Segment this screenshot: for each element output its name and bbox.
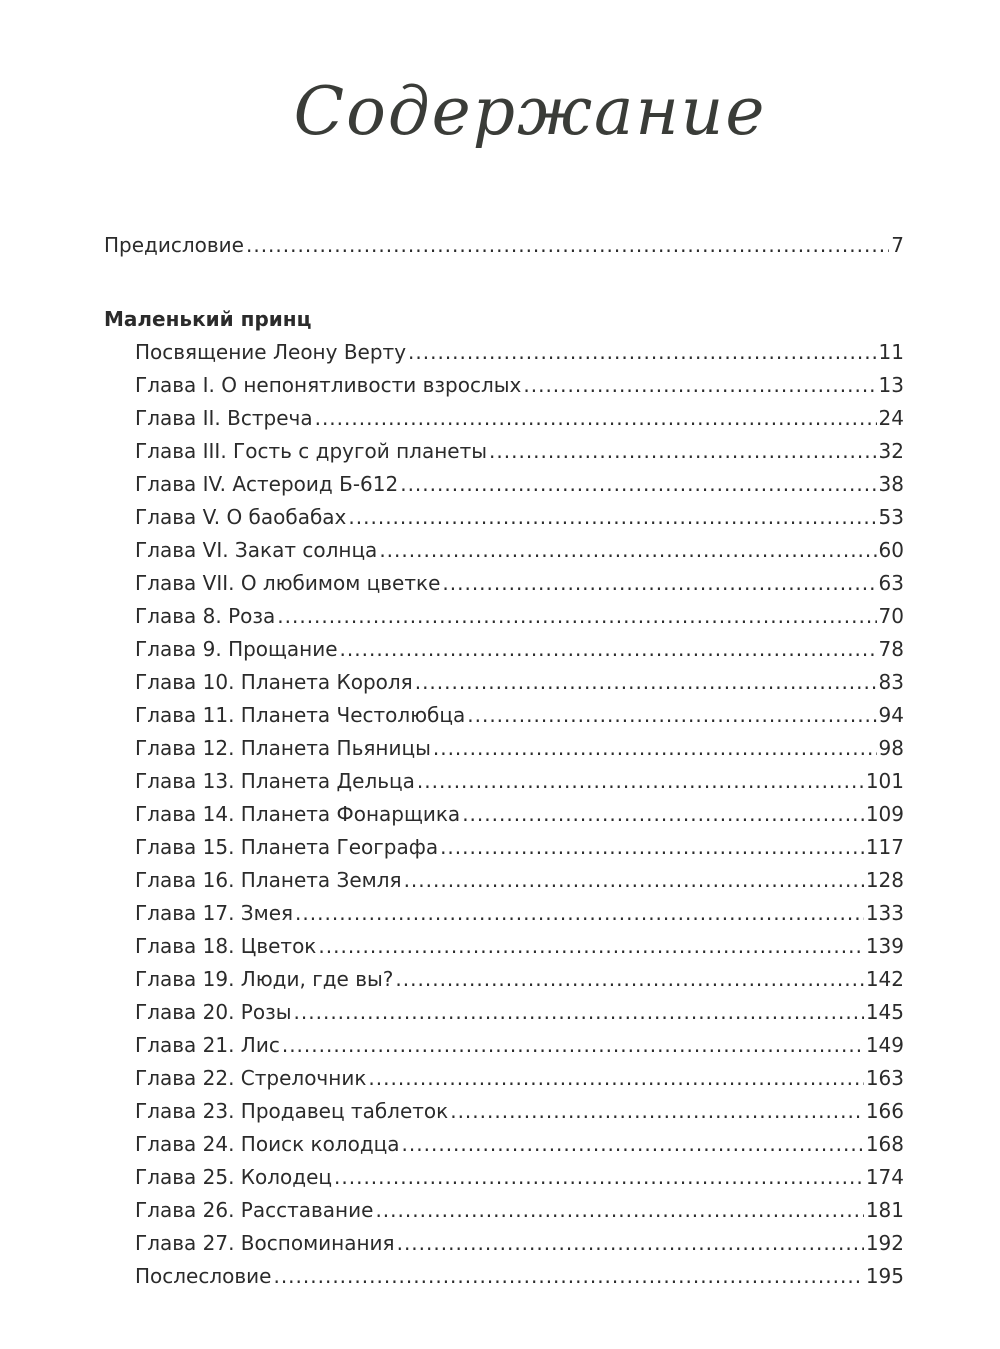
toc-entry[interactable]	[104, 699, 904, 732]
toc-entry-label: Глава 18. Цветок	[135, 934, 317, 958]
toc-entry[interactable]	[104, 1161, 904, 1194]
toc-entry-label: Глава 10. Планета Короля	[135, 670, 413, 694]
dot-leader	[433, 732, 877, 765]
toc-entry-page: 145	[865, 1000, 904, 1024]
toc-entry-label: Глава 12. Планета Пьяницы	[135, 736, 431, 760]
dot-leader	[318, 930, 863, 963]
toc-entry-page: 149	[865, 1033, 904, 1057]
toc-entry-label: Глава VI. Закат солнца	[135, 538, 378, 562]
toc-entry-label: Посвящение Леону Верту	[135, 340, 407, 364]
toc-entries-list	[104, 336, 904, 1293]
toc-entry-page: 38	[878, 472, 904, 496]
toc-entry[interactable]	[104, 468, 904, 501]
dot-leader	[404, 864, 864, 897]
toc-entry-label: Глава III. Гость с другой планеты	[135, 439, 488, 463]
toc-entry-page: 166	[865, 1099, 904, 1123]
toc-entry-page: 83	[878, 670, 904, 694]
dot-leader	[375, 1194, 863, 1227]
dot-leader	[340, 633, 877, 666]
toc-entry-label: Глава 17. Змея	[135, 901, 294, 925]
dot-leader	[442, 567, 876, 600]
toc-entry-page: 32	[878, 439, 904, 463]
dot-leader	[379, 534, 876, 567]
toc-entry[interactable]	[104, 666, 904, 699]
toc-entry-label: Глава 27. Воспоминания	[135, 1231, 395, 1255]
toc-entry-label: Глава 11. Планета Честолюбца	[135, 703, 466, 727]
toc-entry-label: Послесловие	[135, 1264, 272, 1288]
dot-leader	[277, 600, 876, 633]
toc-entry[interactable]	[104, 600, 904, 633]
toc-entry-label: Глава II. Встреча	[135, 406, 313, 430]
toc-entry[interactable]	[104, 996, 904, 1029]
toc-entry-label: Глава 15. Планета Географа	[135, 835, 439, 859]
toc-entry-label: Глава 22. Стрелочник	[135, 1066, 367, 1090]
toc-entry[interactable]	[104, 765, 904, 798]
toc-entry-label: Глава I. О непонятливости взрослых	[135, 373, 522, 397]
toc-entry[interactable]	[104, 1062, 904, 1095]
dot-leader	[348, 501, 876, 534]
dot-leader	[294, 996, 864, 1029]
toc-entry[interactable]	[104, 897, 904, 930]
toc-entry-label: Глава 24. Поиск колодца	[135, 1132, 400, 1156]
toc-entry[interactable]	[104, 1194, 904, 1227]
toc-entry-page: 109	[865, 802, 904, 826]
toc-entry-page: 53	[878, 505, 904, 529]
toc-entry-page: 168	[865, 1132, 904, 1156]
toc-entry[interactable]	[104, 402, 904, 435]
toc-entry-page: 101	[865, 769, 904, 793]
toc-entry[interactable]	[104, 831, 904, 864]
dot-leader	[417, 765, 864, 798]
toc-entry-page: 94	[878, 703, 904, 727]
toc-entry-page: 78	[878, 637, 904, 661]
toc-entry-label: Глава VII. О любимом цветке	[135, 571, 441, 595]
toc-entry[interactable]	[104, 1227, 904, 1260]
page-title: Содержание	[293, 73, 767, 150]
toc-entry[interactable]	[104, 732, 904, 765]
toc-entry[interactable]	[104, 567, 904, 600]
toc-entry-page: 192	[865, 1231, 904, 1255]
toc-entry-label: Глава 26. Расставание	[135, 1198, 374, 1222]
toc-entry-label: Глава 19. Люди, где вы?	[135, 967, 394, 991]
toc-entry-page: 11	[878, 340, 904, 364]
dot-leader	[523, 369, 876, 402]
toc-entry-page: 133	[865, 901, 904, 925]
toc-entry[interactable]	[104, 534, 904, 567]
toc-entry-label: Глава V. О баобабах	[135, 505, 347, 529]
toc-entry[interactable]	[104, 633, 904, 666]
toc-entry-label: Глава 16. Планета Земля	[135, 868, 402, 892]
toc-entry-page: 60	[878, 538, 904, 562]
toc-entry-preface[interactable]	[104, 229, 904, 262]
toc-entry-label: Глава 21. Лис	[135, 1033, 280, 1057]
toc-entry-label: Глава 23. Продавец таблеток	[135, 1099, 449, 1123]
dot-leader	[334, 1161, 864, 1194]
dot-leader	[395, 963, 863, 996]
dot-leader	[315, 402, 877, 435]
toc-entry-label: Глава 8. Роза	[135, 604, 276, 628]
dot-leader	[368, 1062, 863, 1095]
section-heading: Маленький принц	[104, 307, 312, 331]
toc-entry-page: 139	[865, 934, 904, 958]
toc-entry-page: 142	[865, 967, 904, 991]
table-of-contents	[104, 229, 904, 1293]
toc-entry-label: Глава 14. Планета Фонарщика	[135, 802, 461, 826]
dot-leader	[400, 468, 876, 501]
toc-entry[interactable]	[104, 1095, 904, 1128]
dot-leader	[462, 798, 864, 831]
dot-leader	[440, 831, 864, 864]
toc-entry-page: 117	[865, 835, 904, 859]
dot-leader	[295, 897, 864, 930]
toc-entry-page: 13	[878, 373, 904, 397]
dot-leader	[397, 1227, 864, 1260]
toc-entry-label: Глава 25. Колодец	[135, 1165, 333, 1189]
dot-leader	[282, 1029, 864, 1062]
toc-entry-page: 128	[865, 868, 904, 892]
toc-entry-label: Глава IV. Астероид Б-612	[135, 472, 399, 496]
toc-entry-page: 163	[865, 1066, 904, 1090]
dot-leader	[273, 1260, 863, 1293]
toc-entry-page: 181	[865, 1198, 904, 1222]
toc-entry[interactable]	[104, 930, 904, 963]
toc-entry-page: 98	[878, 736, 904, 760]
dot-leader	[408, 336, 877, 369]
toc-entry-label: Глава 13. Планета Дельца	[135, 769, 415, 793]
toc-entry-label: Глава 20. Розы	[135, 1000, 292, 1024]
toc-entry[interactable]	[104, 1029, 904, 1062]
toc-entry[interactable]	[104, 501, 904, 534]
toc-entry[interactable]	[104, 435, 904, 468]
toc-entry[interactable]	[104, 1260, 904, 1293]
toc-entry[interactable]	[104, 798, 904, 831]
dot-leader	[402, 1128, 864, 1161]
toc-entry-page: 63	[878, 571, 904, 595]
dot-leader	[415, 666, 877, 699]
dot-leader	[467, 699, 876, 732]
toc-entry[interactable]	[104, 1128, 904, 1161]
toc-entry-page: 195	[865, 1264, 904, 1288]
dot-leader	[246, 229, 889, 262]
toc-entry-label: Предисловие	[104, 233, 244, 257]
toc-entry[interactable]	[104, 369, 904, 402]
toc-entry[interactable]	[104, 963, 904, 996]
toc-entry-label: Глава 9. Прощание	[135, 637, 338, 661]
dot-leader	[450, 1095, 864, 1128]
toc-entry-page: 70	[878, 604, 904, 628]
toc-entry[interactable]	[104, 336, 904, 369]
toc-entry-page: 174	[865, 1165, 904, 1189]
toc-entry-page: 24	[878, 406, 904, 430]
dot-leader	[489, 435, 877, 468]
toc-entry-page: 7	[891, 233, 904, 257]
toc-entry[interactable]	[104, 864, 904, 897]
